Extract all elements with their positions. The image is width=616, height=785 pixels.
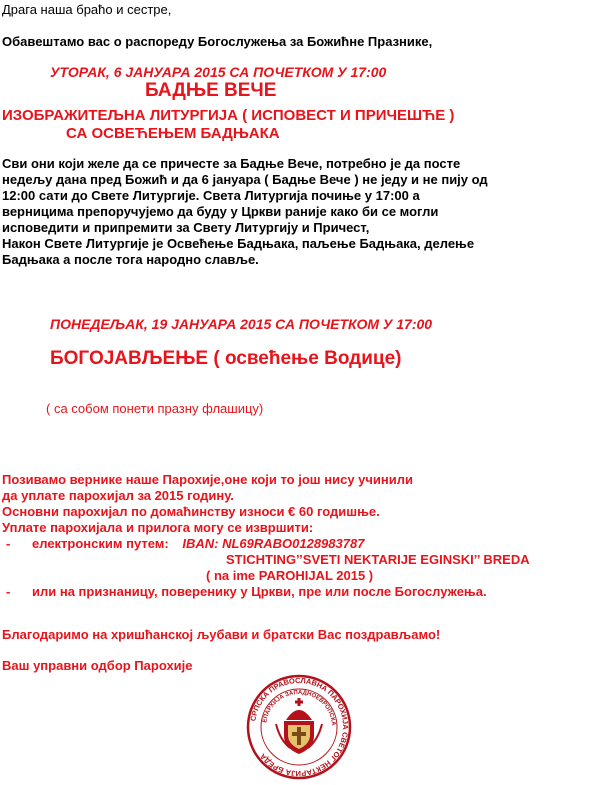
iban: IBAN: NL69RABO0128983787 xyxy=(182,536,365,551)
description-line: Бадњака а после тога народно славље. xyxy=(2,252,259,267)
event2-title: БОГОЈАВЉЕЊЕ ( освећење Водице) xyxy=(50,348,402,369)
parish-fee-line: Позивамо вернике наше Парохије,оне који то још нису учинили xyxy=(2,472,414,487)
parish-fee-line: да уплате парохијал за 2015 годину. xyxy=(2,488,234,503)
parish-fee-line: Основни парохијал по домаћинству износи € 60 годишње. xyxy=(2,504,380,519)
parish-seal xyxy=(246,674,352,780)
event1-description xyxy=(2,156,488,268)
payment-option-electronic xyxy=(2,536,530,552)
list-dash: - xyxy=(6,584,11,599)
greeting: Драга наша браћо и сестре, xyxy=(2,2,172,17)
event1-subtitle-1: ИЗОБРАЖИТЕЉНА ЛИТУРГИЈА ( ИСПОВЕСТ И ПРИЧЕШЋЕ ) xyxy=(2,107,455,124)
description-line: исповедити и припремити за Свету Литургију и Причест, xyxy=(2,220,370,235)
svg-text:СРПСКА ПРАВОСЛАВНА ПАРОХИЈА СВ: СРПСКА ПРАВОСЛАВНА ПАРОХИЈА СВЕТОГ НЕКТАРИЈА БРЕДА xyxy=(248,675,351,779)
thanks: Благодаримо на хришћанској љубави и братски Вас поздрављамо! xyxy=(2,627,441,642)
event2-date: ПОНЕДЕЉАК, 19 ЈАНУАРА 2015 СА ПОЧЕТКОМ У 17:00 xyxy=(50,316,433,332)
payment-reference: ( na ime PAROHIJAL 2015 ) xyxy=(206,568,374,583)
parish-fee-line: Уплате парохијала и прилога могу се извршити: xyxy=(2,520,314,535)
description-line: Након Свете Литургије је Освећење Бадњака, паљење Бадњака, делење xyxy=(2,236,475,251)
list-dash: - xyxy=(6,536,11,551)
description-line: Сви они који желе да се причесте за Бадње Вече, потребно је да посте xyxy=(2,156,461,171)
event1-date: УТОРАК, 6 ЈАНУАРА 2015 СА ПОЧЕТКОМ У 17:00 xyxy=(50,64,387,80)
parish-seal-graphic xyxy=(246,674,352,780)
event1-subtitle-2: СА ОСВЕЋЕЊЕМ БАДЊАКА xyxy=(66,125,280,142)
payment-option-receipt xyxy=(2,584,530,600)
signature: Ваш управни одбор Парохије xyxy=(2,658,193,673)
event1-title: БАДЊЕ ВЕЧЕ xyxy=(145,80,277,101)
account-name: STICHTING’’SVETI NEKTARIJE EGINSKI’’ BREDA xyxy=(226,552,530,567)
intro-text: Обавештамо вас о распореду Богослужења за Божићне Празнике, xyxy=(2,34,433,49)
parish-fee-section xyxy=(2,472,530,600)
svg-text:ЕПАРХИЈА ЗАПАДНОЕВРОПСКА: ЕПАРХИЈА ЗАПАДНОЕВРОПСКА xyxy=(262,689,337,726)
option-1-label: електронским путем: xyxy=(32,536,169,551)
event2-note: ( са собом понети празну флашицу) xyxy=(46,401,264,416)
description-line: 12:00 сати до Свете Литургије. Света Литургија почиње у 17:00 а xyxy=(2,188,420,203)
description-line: недељу дана пред Божић и да 6 јануара ( Бадње Вече ) не једу и не пију од xyxy=(2,172,488,187)
option-2-text: или на признаницу, поверенику у Цркви, пре или после Богослужења. xyxy=(32,584,487,599)
description-line: верницима препоручујемо да буду у Цркви раније како би се могли xyxy=(2,204,439,219)
